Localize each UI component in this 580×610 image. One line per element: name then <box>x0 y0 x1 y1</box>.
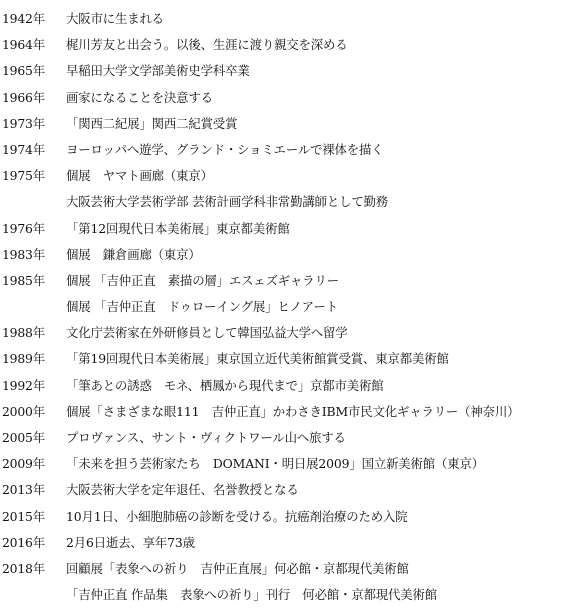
timeline-event: 個展 「吉仲正直 ドゥローイング展」ヒノアート <box>66 299 339 315</box>
timeline-event: 画家になることを決意する <box>66 89 213 105</box>
timeline-row <box>0 216 580 242</box>
timeline-year: 1988年 <box>2 325 45 341</box>
timeline-row <box>0 189 580 215</box>
timeline-year: 1973年 <box>2 115 45 131</box>
timeline-event: 10月1日、小細胞肺癌の診断を受ける。抗癌剤治療のため入院 <box>66 508 408 524</box>
timeline-row <box>0 477 580 503</box>
timeline-row <box>0 58 580 84</box>
timeline-event: 「吉仲正直 作品集 表象への祈り」刊行 何必館・京都現代美術館 <box>66 587 438 603</box>
timeline-year: 1964年 <box>2 37 45 53</box>
timeline-event: ヨーロッパへ遊学、グランド・ショミエールで裸体を描く <box>66 141 384 157</box>
timeline-year: 2000年 <box>2 403 45 419</box>
timeline-event: 個展 「吉仲正直 素描の層」エスェズギャラリー <box>66 272 339 288</box>
timeline-year: 1992年 <box>2 377 45 393</box>
timeline-event: プロヴァンス、サント・ヴィクトワール山へ旅する <box>66 430 346 445</box>
timeline-year: 2009年 <box>2 456 45 472</box>
timeline-row <box>0 242 580 268</box>
timeline-event: 早稲田大学文学部美術史学科卒業 <box>66 63 250 79</box>
timeline-year: 1985年 <box>2 272 45 288</box>
timeline-event: 「筆あとの誘惑 モネ、栖鳳から現代まで」京都市美術館 <box>66 377 384 393</box>
timeline-row <box>0 137 580 163</box>
biography-timeline <box>0 6 580 608</box>
timeline-year: 2015年 <box>2 508 45 524</box>
timeline-year: 1976年 <box>2 220 45 236</box>
timeline-event: 「第12回現代日本美術展」東京都美術館 <box>66 220 290 236</box>
timeline-event: 個展「さまざまな眼111 吉仲正直」かわさきIBM市民文化ギャラリー（神奈川） <box>66 403 520 419</box>
timeline-event: 大阪市に生まれる <box>66 11 164 26</box>
timeline-year: 2016年 <box>2 534 45 550</box>
timeline-row <box>0 268 580 294</box>
timeline-event: 「第19回現代日本美術展」東京国立近代美術館賞受賞、東京都美術館 <box>66 351 449 367</box>
timeline-row <box>0 373 580 399</box>
timeline-event: 梶川芳友と出会う。以後、生涯に渡り親交を深める <box>66 37 348 53</box>
timeline-year: 1974年 <box>2 141 45 157</box>
timeline-year: 1975年 <box>2 168 45 184</box>
timeline-row <box>0 556 580 582</box>
timeline-event: 文化庁芸術家在外研修員として韓国弘益大学へ留学 <box>66 325 348 341</box>
timeline-row <box>0 85 580 111</box>
timeline-event: 個展 鎌倉画廊（東京） <box>66 246 201 262</box>
timeline-event: 回顧展「表象への祈り 吉仲正直展」何必館・京都現代美術館 <box>66 560 409 576</box>
timeline-year: 1942年 <box>2 11 45 26</box>
timeline-row <box>0 530 580 556</box>
timeline-event: 「関西二紀展」関西二紀賞受賞 <box>66 115 238 131</box>
timeline-event: 大阪芸術大学を定年退任、名誉教授となる <box>66 482 299 498</box>
timeline-row <box>0 111 580 137</box>
timeline-event: 「未来を担う芸術家たち DOMANI・明日展2009」国立新美術館（東京） <box>66 456 484 472</box>
timeline-row <box>0 399 580 425</box>
timeline-row <box>0 451 580 477</box>
timeline-row <box>0 163 580 189</box>
timeline-row <box>0 294 580 320</box>
timeline-row <box>0 346 580 372</box>
timeline-row <box>0 320 580 346</box>
timeline-row <box>0 504 580 530</box>
timeline-year: 2005年 <box>2 430 45 445</box>
timeline-year: 1983年 <box>2 246 45 262</box>
timeline-year: 1965年 <box>2 63 45 79</box>
timeline-year: 2018年 <box>2 560 45 576</box>
timeline-event: 個展 ヤマト画廊（東京） <box>66 168 213 184</box>
timeline-event: 大阪芸術大学芸術学部 芸術計画学科非常勤講師として勤務 <box>66 194 389 210</box>
timeline-row <box>0 32 580 58</box>
timeline-year: 1989年 <box>2 351 45 367</box>
timeline-row <box>0 6 580 32</box>
timeline-event: 2月6日逝去、享年73歳 <box>66 534 195 550</box>
timeline-year: 1966年 <box>2 89 45 105</box>
timeline-year: 2013年 <box>2 482 45 498</box>
timeline-row <box>0 582 580 608</box>
timeline-row <box>0 425 580 451</box>
